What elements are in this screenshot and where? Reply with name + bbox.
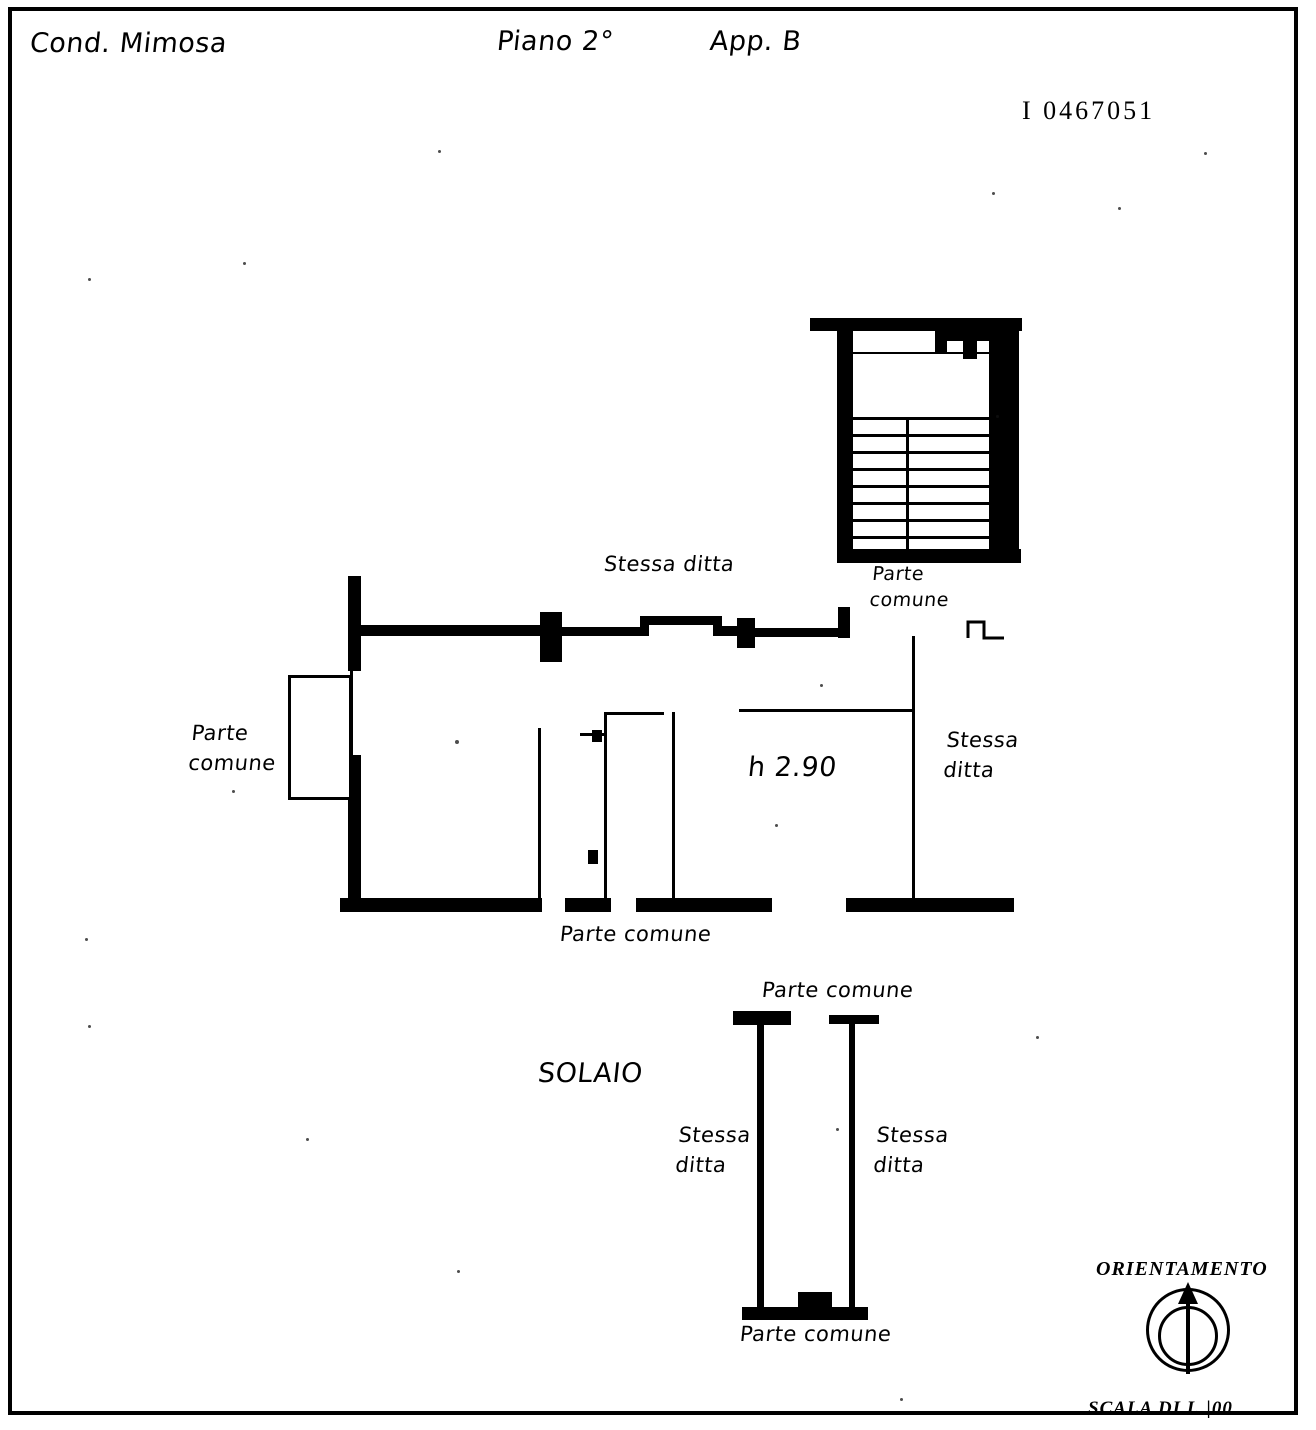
- label-solaio: SOLAIO: [536, 1058, 645, 1089]
- label-stessa-ditta-section-right: Stessa ditta: [872, 1123, 951, 1177]
- document-stamp-code: I 0467051: [1022, 96, 1156, 125]
- label-parte-comune-bottom-plan: Parte comune: [558, 922, 713, 946]
- orientation-title: ORIENTAMENTO: [1096, 1258, 1268, 1280]
- label-parte-comune-section-top: Parte comune: [760, 978, 915, 1002]
- north-arrow-icon: [1178, 1282, 1198, 1304]
- orientation-block: [1088, 1258, 1288, 1423]
- label-parte-comune-left: Parte comune: [187, 721, 278, 775]
- label-stessa-ditta-section-left: Stessa ditta: [674, 1123, 753, 1177]
- label-parte-comune-section-bottom: Parte comune: [738, 1322, 893, 1346]
- orientation-scale: SCALA DI I. |00: [1088, 1398, 1233, 1419]
- label-height-note: h 2.90: [746, 752, 839, 783]
- title-right: App. B: [708, 26, 804, 57]
- title-left: Cond. Mimosa: [28, 28, 229, 59]
- title-center: Piano 2°: [495, 26, 616, 57]
- label-stessa-ditta-right: Stessa ditta: [942, 728, 1021, 782]
- label-stessa-ditta-top: Stessa ditta: [602, 552, 736, 576]
- document-border: [8, 7, 1298, 1415]
- step-symbol-icon: [966, 618, 1006, 640]
- label-parte-comune-stairs: Parte comune: [868, 563, 951, 611]
